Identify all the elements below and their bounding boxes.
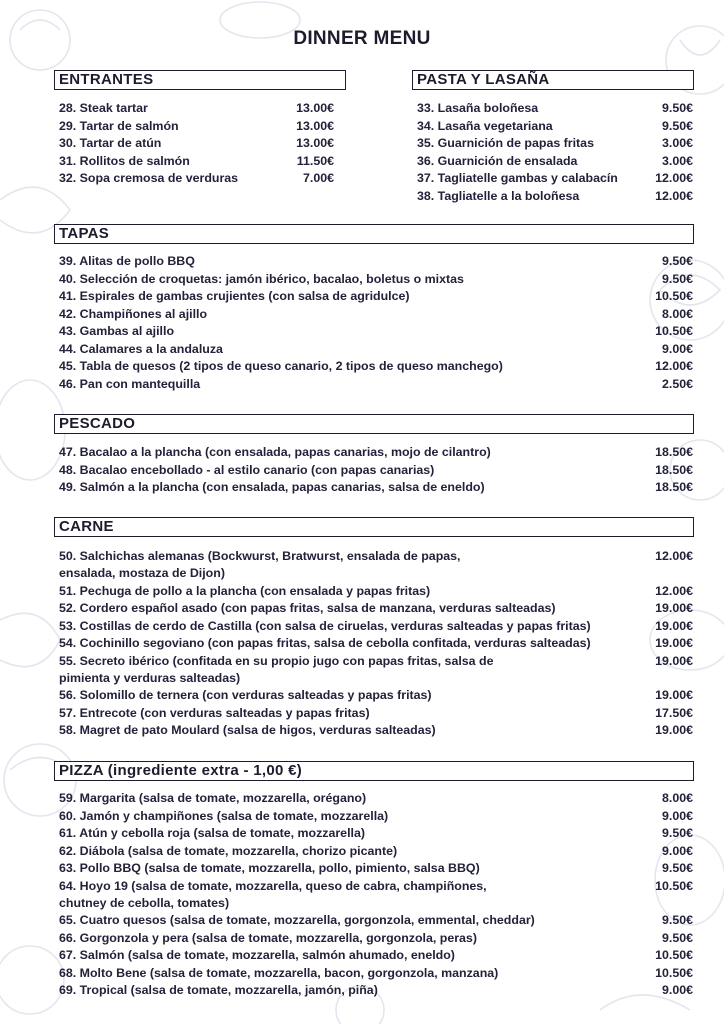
- menu-item-name: 50. Salchichas alemanas (Bockwurst, Bratwurst, ensalada de papas, ensalada, mostaza de Dijon): [59, 549, 461, 581]
- menu-item: [59, 323, 693, 341]
- menu-item: [59, 479, 693, 497]
- menu-item: [59, 583, 693, 601]
- menu-item-name: 40. Selección de croquetas: jamón ibérico, bacalao, boletus o mixtas: [59, 271, 464, 286]
- menu-item: [59, 912, 693, 930]
- menu-item-price: 9.50€: [661, 826, 693, 840]
- menu-item-price: 18.50€: [655, 480, 693, 494]
- pescado-list: [59, 444, 693, 497]
- section-header-pasta: PASTA Y LASAÑA: [412, 70, 694, 90]
- entrantes-list: [59, 100, 334, 188]
- menu-item-price: 2.50€: [661, 376, 693, 391]
- menu-item-price: 12.00€: [655, 359, 693, 373]
- menu-item-name: 58. Magret de pato Moulard (salsa de higos, verduras salteadas): [59, 723, 436, 738]
- menu-item-price: 9.50€: [661, 913, 693, 928]
- menu-item: [59, 825, 693, 843]
- menu-item-price: 9.00€: [661, 341, 693, 356]
- page-title: DINNER MENU: [293, 28, 431, 49]
- menu-item-name: 45. Tabla de quesos (2 tipos de queso canario, 2 tipos de queso manchego): [59, 359, 503, 373]
- menu-item-price: 10.50€: [655, 878, 693, 893]
- menu-item: [59, 271, 693, 289]
- menu-item: [59, 982, 693, 1000]
- menu-item-price: 9.50€: [661, 271, 693, 286]
- menu-item-name: 69. Tropical (salsa de tomate, mozzarella, jamón, piña): [59, 983, 378, 998]
- menu-item-name: 37. Tagliatelle gambas y calabacín: [417, 171, 618, 185]
- menu-item: [59, 930, 693, 948]
- menu-item-price: 3.00€: [661, 136, 693, 150]
- menu-item: [59, 135, 334, 153]
- menu-item-name: 56. Solomillo de ternera (con verduras salteadas y papas fritas): [59, 688, 432, 703]
- menu-item: [59, 341, 693, 359]
- menu-item-price: 10.50€: [655, 948, 693, 963]
- menu-item-name: 53. Costillas de cerdo de Castilla (con salsa de ciruelas, verduras salteadas y papas fritas): [59, 618, 591, 633]
- menu-item: [59, 618, 693, 636]
- menu-item: [417, 118, 693, 136]
- menu-item-name: 54. Cochinillo segoviano (con papas fritas, salsa de cebolla confitada, verduras salteadas): [59, 636, 591, 651]
- menu-item: [417, 188, 693, 206]
- menu-item: [59, 100, 334, 118]
- menu-item-name: 31. Rollitos de salmón: [59, 153, 190, 168]
- menu-item-name: 59. Margarita (salsa de tomate, mozzarella, orégano): [59, 791, 367, 805]
- menu-item: [59, 118, 334, 136]
- menu-item: [59, 653, 693, 688]
- menu-item-price: 10.50€: [655, 324, 693, 338]
- menu-item-price: 12.00€: [655, 549, 693, 563]
- menu-item: [59, 444, 693, 462]
- menu-item-name: 65. Cuatro quesos (salsa de tomate, mozzarella, gorgonzola, emmental, cheddar): [59, 913, 535, 928]
- menu-item-price: 11.50€: [296, 153, 334, 168]
- section-header-entrantes: ENTRANTES: [54, 70, 346, 90]
- menu-item-price: 12.00€: [655, 171, 693, 185]
- menu-item-name: 49. Salmón a la plancha (con ensalada, papas canarias, salsa de eneldo): [59, 480, 485, 494]
- menu-item-price: 7.00€: [302, 171, 334, 185]
- menu-item: [59, 462, 693, 480]
- section-header-pizza: PIZZA (ingrediente extra - 1,00 €): [54, 761, 694, 781]
- tapas-list: [59, 253, 693, 393]
- menu-item: [59, 635, 693, 653]
- menu-item: [59, 965, 693, 983]
- menu-item-price: 9.50€: [661, 101, 693, 115]
- menu-item-price: 17.50€: [655, 705, 693, 720]
- menu-item-name: 38. Tagliatelle a la boloñesa: [417, 188, 580, 203]
- menu-item-price: 12.00€: [655, 583, 693, 598]
- menu-item: [59, 170, 334, 188]
- menu-item-price: 8.00€: [661, 791, 693, 805]
- menu-item: [59, 843, 693, 861]
- menu-item-price: 8.00€: [661, 306, 693, 321]
- menu-item-name: 28. Steak tartar: [59, 101, 148, 115]
- menu-item: [59, 548, 693, 583]
- menu-item: [417, 153, 693, 171]
- menu-item-price: 10.50€: [655, 289, 693, 303]
- carne-list: [59, 548, 693, 740]
- menu-item: [59, 808, 693, 826]
- pasta-list: [417, 100, 693, 205]
- pizza-list: [59, 790, 693, 1000]
- menu-item: [59, 878, 693, 913]
- menu-item-price: 19.00€: [655, 723, 693, 738]
- menu-item-price: 13.00€: [296, 136, 334, 150]
- menu-item-name: 61. Atún y cebolla roja (salsa de tomate, mozzarella): [59, 826, 365, 840]
- menu-item: [59, 600, 693, 618]
- section-header-carne: CARNE: [54, 517, 694, 537]
- menu-item-name: 63. Pollo BBQ (salsa de tomate, mozzarella, pollo, pimiento, salsa BBQ): [59, 861, 480, 875]
- menu-item-name: 64. Hoyo 19 (salsa de tomate, mozzarella, queso de cabra, champiñones, chutney de cebolla, tomates): [59, 878, 487, 910]
- menu-item-name: 62. Diábola (salsa de tomate, mozzarella, chorizo picante): [59, 843, 398, 858]
- menu-item-price: 9.00€: [661, 808, 693, 823]
- menu-item-name: 55. Secreto ibérico (confitada en su propio jugo con papas fritas, salsa de pimienta y verduras salteadas): [59, 653, 494, 685]
- menu-item: [59, 376, 693, 394]
- menu-item: [59, 687, 693, 705]
- menu-item-name: 44. Calamares a la andaluza: [59, 341, 223, 356]
- menu-item-name: 47. Bacalao a la plancha (con ensalada, papas canarias, mojo de cilantro): [59, 445, 491, 459]
- menu-item-price: 13.00€: [296, 101, 334, 115]
- menu-item: [59, 288, 693, 306]
- menu-item: [59, 705, 693, 723]
- menu-item: [59, 253, 693, 271]
- menu-item-price: 9.00€: [661, 843, 693, 858]
- menu-item: [417, 135, 693, 153]
- menu-item-price: 10.50€: [655, 965, 693, 980]
- menu-item-price: 12.00€: [655, 188, 693, 203]
- menu-item-name: 41. Espirales de gambas crujientes (con salsa de agridulce): [59, 289, 410, 303]
- menu-item-price: 19.00€: [655, 618, 693, 633]
- menu-item-price: 9.50€: [661, 118, 693, 133]
- menu-item: [417, 170, 693, 188]
- menu-item: [59, 947, 693, 965]
- menu-item-name: 39. Alitas de pollo BBQ: [59, 254, 195, 268]
- menu-item-price: 9.50€: [661, 254, 693, 268]
- menu-item-price: 18.50€: [655, 462, 693, 477]
- menu-item-name: 42. Champiñones al ajillo: [59, 306, 208, 321]
- menu-item-name: 68. Molto Bene (salsa de tomate, mozzarella, bacon, gorgonzola, manzana): [59, 965, 499, 980]
- menu-item-name: 60. Jamón y champiñones (salsa de tomate, mozzarella): [59, 808, 389, 823]
- menu-item-name: 30. Tartar de atún: [59, 136, 162, 150]
- menu-item-name: 48. Bacalao encebollado - al estilo canario (con papas canarias): [59, 462, 435, 477]
- menu-item-name: 43. Gambas al ajillo: [59, 324, 175, 338]
- menu-item-price: 18.50€: [655, 445, 693, 459]
- menu-item-price: 19.00€: [655, 636, 693, 651]
- menu-item-name: 35. Guarnición de papas fritas: [417, 136, 594, 150]
- menu-item-name: 34. Lasaña vegetariana: [417, 118, 553, 133]
- menu-item-price: 3.00€: [661, 153, 693, 168]
- menu-item-price: 9.50€: [661, 930, 693, 945]
- menu-item-name: 29. Tartar de salmón: [59, 118, 179, 133]
- menu-item: [59, 358, 693, 376]
- menu-item-name: 46. Pan con mantequilla: [59, 376, 201, 391]
- menu-item-name: 57. Entrecote (con verduras salteadas y papas fritas): [59, 705, 370, 720]
- menu-item-price: 19.00€: [655, 601, 693, 616]
- menu-item: [417, 100, 693, 118]
- menu-item: [59, 722, 693, 740]
- menu-item-price: 9.50€: [661, 861, 693, 875]
- menu-item: [59, 153, 334, 171]
- menu-item-name: 51. Pechuga de pollo a la plancha (con ensalada y papas fritas): [59, 583, 431, 598]
- menu-item: [59, 860, 693, 878]
- menu-item-name: 52. Cordero español asado (con papas fritas, salsa de manzana, verduras salteadas): [59, 601, 556, 616]
- menu-item-name: 67. Salmón (salsa de tomate, mozzarella, salmón ahumado, eneldo): [59, 948, 455, 963]
- menu-item-price: 19.00€: [655, 688, 693, 703]
- menu-item-price: 9.00€: [661, 983, 693, 998]
- menu-item-name: 32. Sopa cremosa de verduras: [59, 171, 239, 185]
- menu-item-name: 66. Gorgonzola y pera (salsa de tomate, mozzarella, gorgonzola, peras): [59, 930, 477, 945]
- menu-item-price: 19.00€: [655, 653, 693, 668]
- menu-item-name: 33. Lasaña boloñesa: [417, 101, 539, 115]
- menu-item-name: 36. Guarnición de ensalada: [417, 153, 578, 168]
- menu-item: [59, 790, 693, 808]
- menu-item-price: 13.00€: [296, 118, 334, 133]
- menu-item: [59, 306, 693, 324]
- section-header-tapas: TAPAS: [54, 224, 694, 244]
- section-header-pescado: PESCADO: [54, 414, 694, 434]
